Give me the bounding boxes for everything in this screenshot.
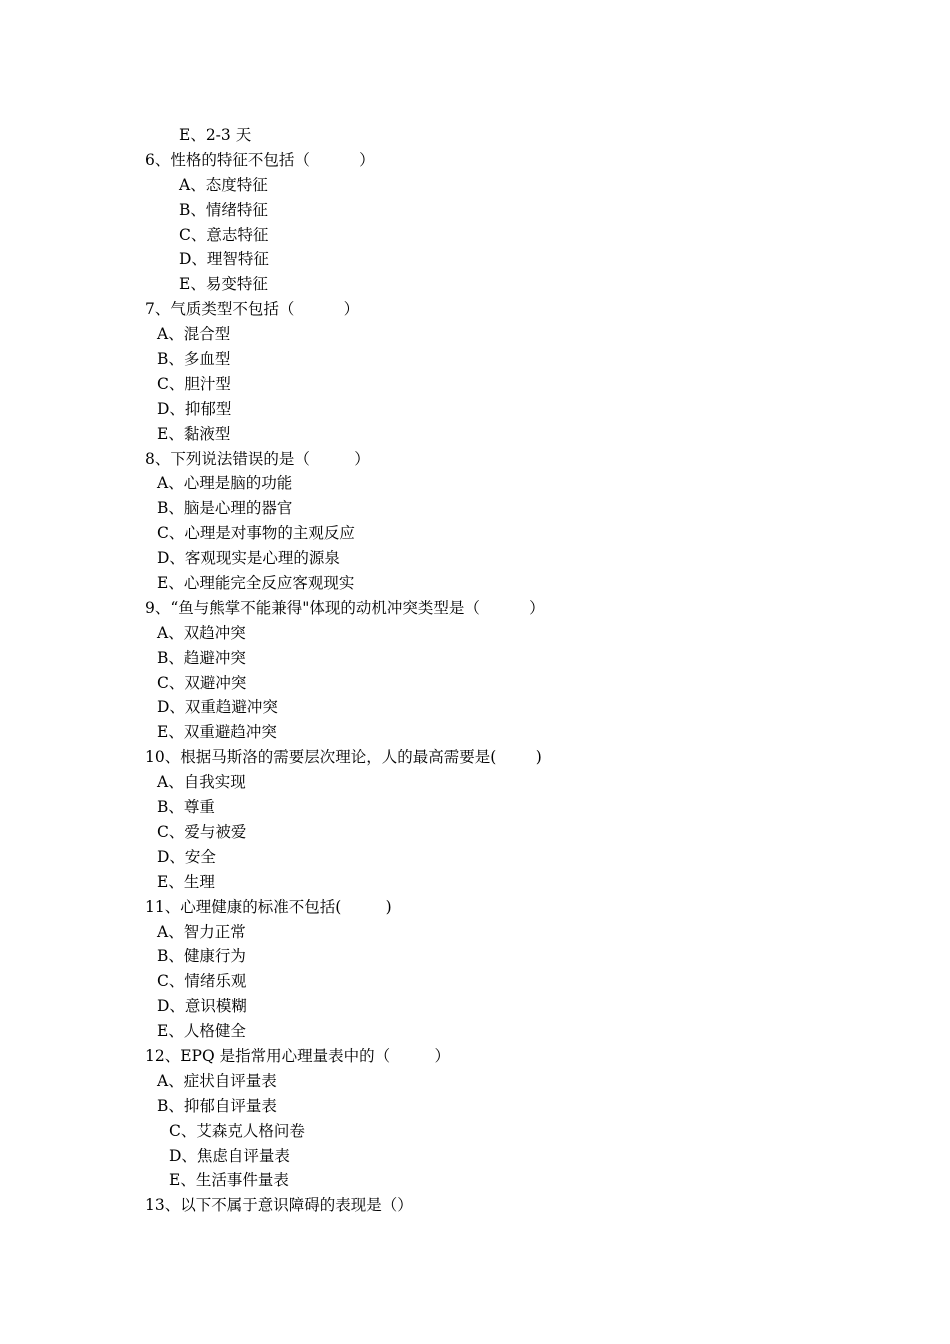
answer-option: E、心理能完全反应客观现实 <box>157 574 355 593</box>
answer-option: A、症状自评量表 <box>157 1071 277 1090</box>
answer-option: B、健康行为 <box>157 947 246 966</box>
answer-option: A、态度特征 <box>179 175 268 194</box>
answer-option: B、脑是心理的器官 <box>157 499 293 518</box>
answer-option: B、尊重 <box>157 798 215 817</box>
answer-option: C、双避冲突 <box>157 673 247 692</box>
question-text: 6、性格的特征不包括（ ） <box>145 150 375 169</box>
answer-option: E、黏液型 <box>157 424 231 443</box>
answer-option: E、双重避趋冲突 <box>157 723 277 742</box>
answer-option: E、生活事件量表 <box>169 1171 289 1190</box>
answer-option: D、客观现实是心理的源泉 <box>157 549 340 568</box>
question-text: 11、心理健康的标准不包括( ) <box>145 897 392 916</box>
answer-option: E、2-3 天 <box>179 126 252 144</box>
question-text: 9、“鱼与熊掌不能兼得"体现的动机冲突类型是（ ） <box>145 598 545 617</box>
question-list <box>145 123 845 1218</box>
answer-option: A、自我实现 <box>157 773 246 792</box>
question-text: 10、根据马斯洛的需要层次理论，人的最高需要是( ) <box>145 748 542 767</box>
answer-option: C、情绪乐观 <box>157 972 247 991</box>
answer-option: B、情绪特征 <box>179 200 268 219</box>
answer-option: D、意识模糊 <box>157 997 247 1016</box>
answer-option: B、抑郁自评量表 <box>157 1096 277 1115</box>
question-text: 8、下列说法错误的是（ ） <box>145 449 370 468</box>
question-text: 7、气质类型不包括（ ） <box>145 300 360 319</box>
answer-option: D、抑郁型 <box>157 399 232 418</box>
answer-option: E、生理 <box>157 872 215 891</box>
answer-option: E、易变特征 <box>179 275 268 294</box>
answer-option: C、心理是对事物的主观反应 <box>157 524 355 543</box>
question-text: 12、EPQ 是指常用心理量表中的（ ） <box>145 1046 450 1065</box>
answer-option: C、胆汁型 <box>157 374 231 393</box>
answer-option: C、意志特征 <box>179 225 269 244</box>
answer-option: A、智力正常 <box>157 922 246 941</box>
answer-option: A、双趋冲突 <box>157 623 246 642</box>
answer-option: A、心理是脑的功能 <box>157 474 293 493</box>
answer-option: C、爱与被爱 <box>157 822 247 841</box>
answer-option: D、理智特征 <box>179 250 269 269</box>
answer-option: D、双重趋避冲突 <box>157 698 278 717</box>
answer-option: B、多血型 <box>157 350 231 369</box>
answer-option: E、人格健全 <box>157 1022 246 1041</box>
answer-option: D、安全 <box>157 847 216 866</box>
answer-option: D、焦虑自评量表 <box>169 1146 290 1165</box>
question-text: 13、以下不属于意识障碍的表现是（） <box>145 1196 413 1215</box>
answer-option: B、趋避冲突 <box>157 648 246 667</box>
answer-option: C、艾森克人格问卷 <box>169 1121 305 1140</box>
answer-option: A、混合型 <box>157 325 231 344</box>
